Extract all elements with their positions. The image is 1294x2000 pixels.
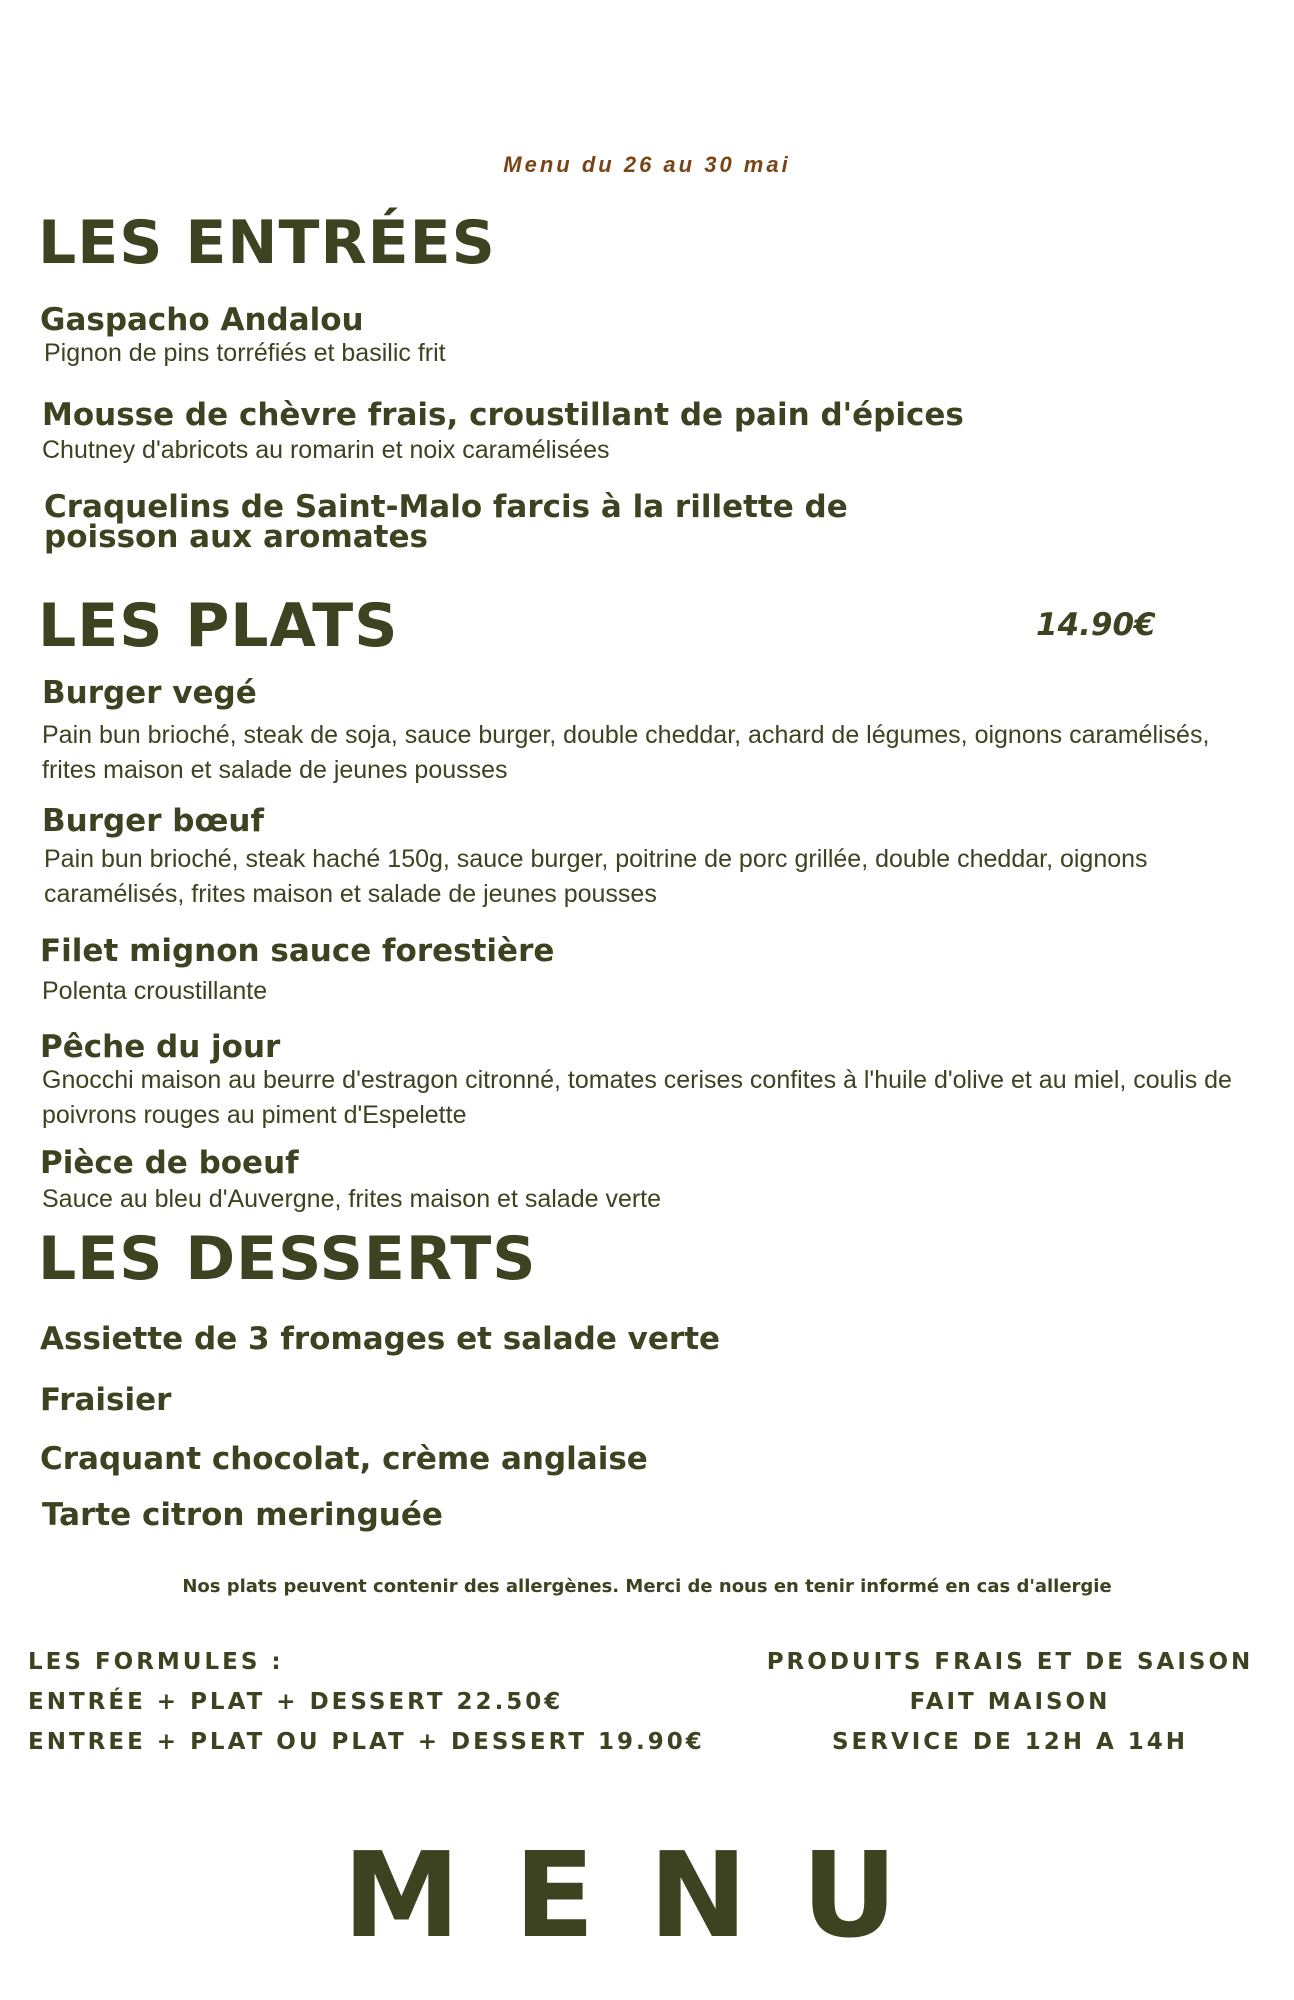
formules-block [28, 1642, 705, 1762]
dish-description-mousse-chevre: Chutney d'abricots au romarin et noix caramélisées [42, 436, 610, 464]
menu-big-title: MENU [342, 1826, 952, 1964]
section-title-entrees: LES ENTRÉES [38, 208, 496, 278]
section-title-plats: LES PLATS [38, 591, 399, 661]
dessert-craquant-chocolat: Craquant chocolat, crème anglaise [40, 1441, 648, 1477]
dessert-tarte-citron: Tarte citron meringuée [42, 1497, 443, 1533]
dish-name-burger-vege: Burger vegé [42, 675, 257, 711]
dish-description-piece-de-boeuf: Sauce au bleu d'Auvergne, frites maison et salade verte [42, 1185, 662, 1213]
dish-description-filet-mignon: Polenta croustillante [42, 977, 268, 1005]
formule-entree-plat-ou-plat-dessert: ENTREE + PLAT OU PLAT + DESSERT 19.90€ [28, 1729, 705, 1755]
dish-name-craquelins-line1: Craquelins de Saint-Malo farcis à la rillette de [44, 489, 848, 525]
info-block [760, 1642, 1260, 1762]
dessert-fraisier: Fraisier [40, 1382, 172, 1418]
dish-name-piece-de-boeuf: Pièce de boeuf [40, 1145, 299, 1181]
info-service-hours: SERVICE DE 12H A 14H [831, 1729, 1189, 1755]
plats-price: 14.90€ [1036, 607, 1156, 643]
allergen-note: Nos plats peuvent contenir des allergènes. Merci de nous en tenir informé en cas d'allergie [182, 1576, 1112, 1597]
dish-description-gaspacho: Pignon de pins torréfiés et basilic frit [44, 339, 446, 367]
info-fait-maison: FAIT MAISON [909, 1689, 1111, 1715]
dish-name-peche-du-jour: Pêche du jour [40, 1029, 281, 1065]
dish-name-gaspacho: Gaspacho Andalou [40, 302, 364, 338]
dish-description-burger-vege: Pain bun brioché, steak de soja, sauce burger, double cheddar, achard de légumes, oignons caramélisés, frites maison et salade de jeunes pousses [42, 721, 1210, 784]
dish-name-filet-mignon: Filet mignon sauce forestière [40, 933, 555, 969]
dish-name-mousse-chevre: Mousse de chèvre frais, croustillant de pain d'épices [42, 397, 964, 433]
dessert-fromages: Assiette de 3 fromages et salade verte [40, 1321, 721, 1357]
dish-name-craquelins-line2: poisson aux aromates [44, 519, 428, 555]
dish-name-burger-boeuf: Burger bœuf [42, 803, 264, 839]
dish-name-craquelins [44, 489, 848, 555]
section-title-desserts: LES DESSERTS [38, 1224, 537, 1294]
menu-dates-subtitle: Menu du 26 au 30 mai [503, 152, 791, 177]
formule-entree-plat-dessert: ENTRÉE + PLAT + DESSERT 22.50€ [28, 1689, 564, 1715]
info-produits-frais: PRODUITS FRAIS ET DE SAISON [766, 1649, 1254, 1675]
formules-heading: LES FORMULES : [28, 1649, 284, 1675]
dish-description-peche-du-jour: Gnocchi maison au beurre d'estragon citronné, tomates cerises confites à l'huile d'olive et au miel, coulis de poivrons rouges au piment d'Espelette [42, 1066, 1232, 1129]
dish-description-burger-boeuf: Pain bun brioché, steak haché 150g, sauce burger, poitrine de porc grillée, double cheddar, oignons caramélisés, frites maison et salade de jeunes pousses [44, 845, 1148, 908]
